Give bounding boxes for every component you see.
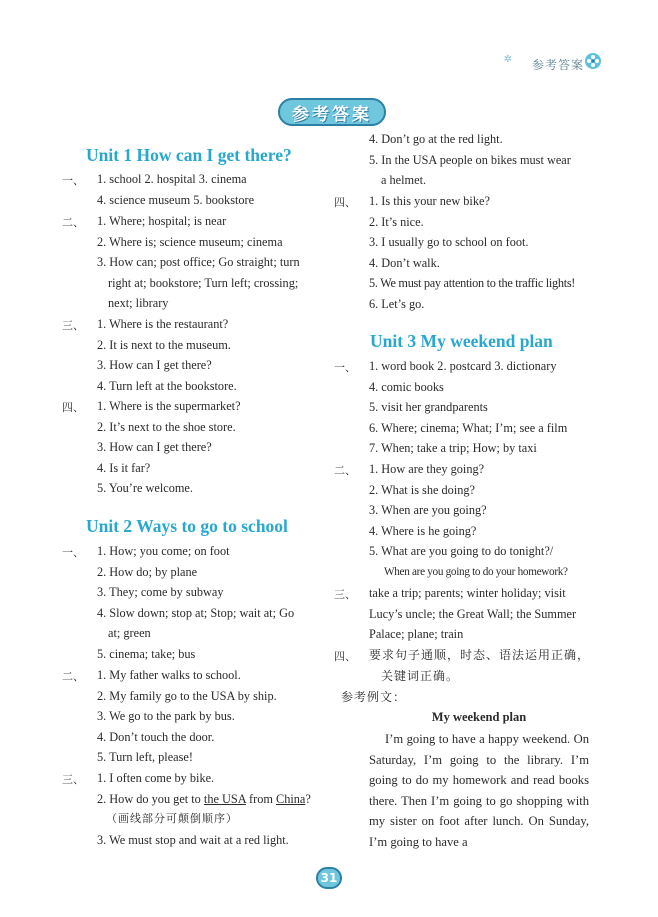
unit1-title: Unit 1 How can I get there? [86, 145, 292, 165]
answer-line: 6. Let’s go. [369, 296, 425, 311]
answer-line-underlined [97, 789, 311, 810]
section-mark: 三、 [62, 319, 84, 332]
answer-line: 3. We must stop and wait at a red light. [97, 832, 289, 847]
answer-line: 5. In the USA people on bikes must wear [369, 152, 571, 167]
section-mark: 二、 [62, 216, 84, 229]
answer-line: 4. Where is he going? [369, 523, 477, 538]
answer-line: 5. cinema; take; bus [97, 646, 196, 661]
answer-line: 5. visit her grandparents [369, 400, 488, 415]
answer-line: 4. comic books [369, 379, 444, 394]
unit1-section3 [62, 314, 237, 396]
answer-line: next; library [108, 296, 169, 311]
section-mark: 一、 [62, 546, 84, 559]
page-number-badge [316, 867, 342, 889]
answer-line: 3. How can I get there? [97, 440, 212, 455]
section-mark: 三、 [62, 773, 84, 786]
answer-line: 2. Where is; science museum; cinema [97, 234, 283, 249]
flower-icon [584, 52, 602, 75]
unit1-section4 [62, 396, 241, 499]
answer-line: 3. They; come by subway [97, 585, 224, 600]
answer-line: 5. We must pay attention to the traffic lights! [369, 276, 576, 291]
answer-text: ? [305, 791, 311, 806]
answer-line: at; green [108, 626, 151, 641]
answer-line: 4. Don’t go at the red light. [369, 132, 503, 146]
answer-line: When are you going to do your homework? [384, 565, 568, 578]
unit2-title: Unit 2 Ways to go to school [86, 516, 288, 536]
answer-line: 3. We go to the park by bus. [97, 709, 235, 724]
answer-line: 1. I often come by bike. [97, 771, 215, 785]
answer-line: 1. word book 2. postcard 3. dictionary [369, 359, 557, 373]
answer-line: 要求句子通顺，时态、语法运用正确， [369, 648, 591, 662]
answer-line: 6. Where; cinema; What; I’m; see a film [369, 420, 568, 435]
answer-line: 3. I usually go to school on foot. [369, 235, 529, 250]
underlined-phrase: the USA [203, 791, 246, 806]
answer-line: 1. My father walks to school. [97, 668, 241, 682]
section-mark: 四、 [334, 196, 356, 209]
answer-line: take a trip; parents; winter holiday; visit [369, 586, 566, 600]
underlined-phrase: China [276, 791, 306, 806]
unit3-section3 [334, 583, 576, 645]
answer-line: 2. It’s nice. [369, 214, 424, 229]
answer-line: 2. It’s next to the shoe store. [97, 419, 236, 434]
answer-text: from [245, 791, 277, 806]
unit2-section2 [62, 665, 277, 768]
answer-line: 4. Slow down; stop at; Stop; wait at; Go [97, 605, 295, 620]
answer-line: 5. What are you going to do tonight?/ [369, 544, 554, 559]
section-mark: 四、 [62, 401, 84, 414]
header-label: 参考答案 [531, 58, 584, 72]
answer-line: a helmet. [381, 173, 427, 188]
answer-line: 1. How; you come; on foot [97, 544, 230, 558]
answer-line: 1. How are they going? [369, 462, 485, 476]
page-title: 参考答案 [292, 104, 372, 125]
answer-line: 1. Where; hospital; is near [97, 214, 227, 228]
unit2-section3 [62, 768, 311, 850]
answer-line: 5. You’re welcome. [97, 481, 193, 496]
answer-line: 1. Is this your new bike? [369, 194, 490, 208]
answer-line: 4. Don’t walk. [369, 255, 440, 270]
answer-text: 2. How do you get to [97, 791, 204, 806]
sparkle-icon: ✲ [503, 54, 512, 65]
answer-line: 2. What is she doing? [369, 482, 475, 497]
answer-line: Lucy’s uncle; the Great Wall; the Summer [369, 606, 577, 621]
essay-title: My weekend plan [431, 710, 527, 724]
answer-line: 2. My family go to the USA by ship. [97, 688, 277, 703]
unit2-section4 [334, 191, 575, 315]
answer-line: 7. When; take a trip; How; by taxi [369, 441, 537, 456]
section-mark: 二、 [334, 464, 356, 477]
answer-line: 1. school 2. hospital 3. cinema [97, 172, 247, 186]
answer-line: 4. Is it far? [97, 460, 151, 475]
section-mark: 二、 [62, 670, 84, 683]
answer-line: 4. Turn left at the bookstore. [97, 378, 237, 393]
unit3-section4 [334, 645, 590, 686]
unit2-section3-cont [334, 129, 571, 191]
section-mark: 四、 [334, 650, 356, 663]
answer-line: 2. It is next to the museum. [97, 337, 231, 352]
answer-line: 4. Don’t touch the door. [97, 729, 215, 744]
answer-line: right at; bookstore; Turn left; crossing; [108, 275, 299, 290]
answer-line: 1. Where is the supermarket? [97, 399, 241, 413]
unit3-section1 [334, 356, 567, 459]
answer-line: 3. How can I get there? [97, 358, 212, 373]
section-mark: 一、 [334, 361, 356, 374]
unit3-title: Unit 3 My weekend plan [370, 331, 553, 351]
answer-line: 关键词正确。 [381, 668, 460, 683]
answer-line: 5. Turn left, please! [97, 750, 193, 765]
answer-line: 2. How do; by plane [97, 564, 198, 579]
answer-line: 1. Where is the restaurant? [97, 317, 229, 331]
answer-line: Palace; plane; train [369, 627, 464, 642]
answer-line: 4. science museum 5. bookstore [97, 192, 255, 207]
answer-note: （画线部分可颠倒顺序） [106, 812, 238, 826]
unit2-section1 [62, 541, 294, 665]
example-label: 参考例文： [341, 690, 407, 704]
answer-line: 3. How can; post office; Go straight; turn [97, 255, 300, 270]
unit1-section1 [62, 169, 254, 210]
section-mark: 三、 [334, 588, 356, 601]
answer-line: 3. When are you going? [369, 503, 487, 518]
page-title-banner [278, 98, 386, 126]
page-number: 31 [320, 871, 338, 885]
essay-body: I’m going to have a happy weekend. On Saturday, I’m going to the library. I’m going to do my homework and read books there. Then I’m going to go shopping with my sister on foot after lunch. On Sunday, I’m going to have a [369, 732, 589, 849]
section-mark: 一、 [62, 174, 84, 187]
unit3-section2 [334, 459, 568, 583]
unit1-section2 [62, 211, 300, 314]
